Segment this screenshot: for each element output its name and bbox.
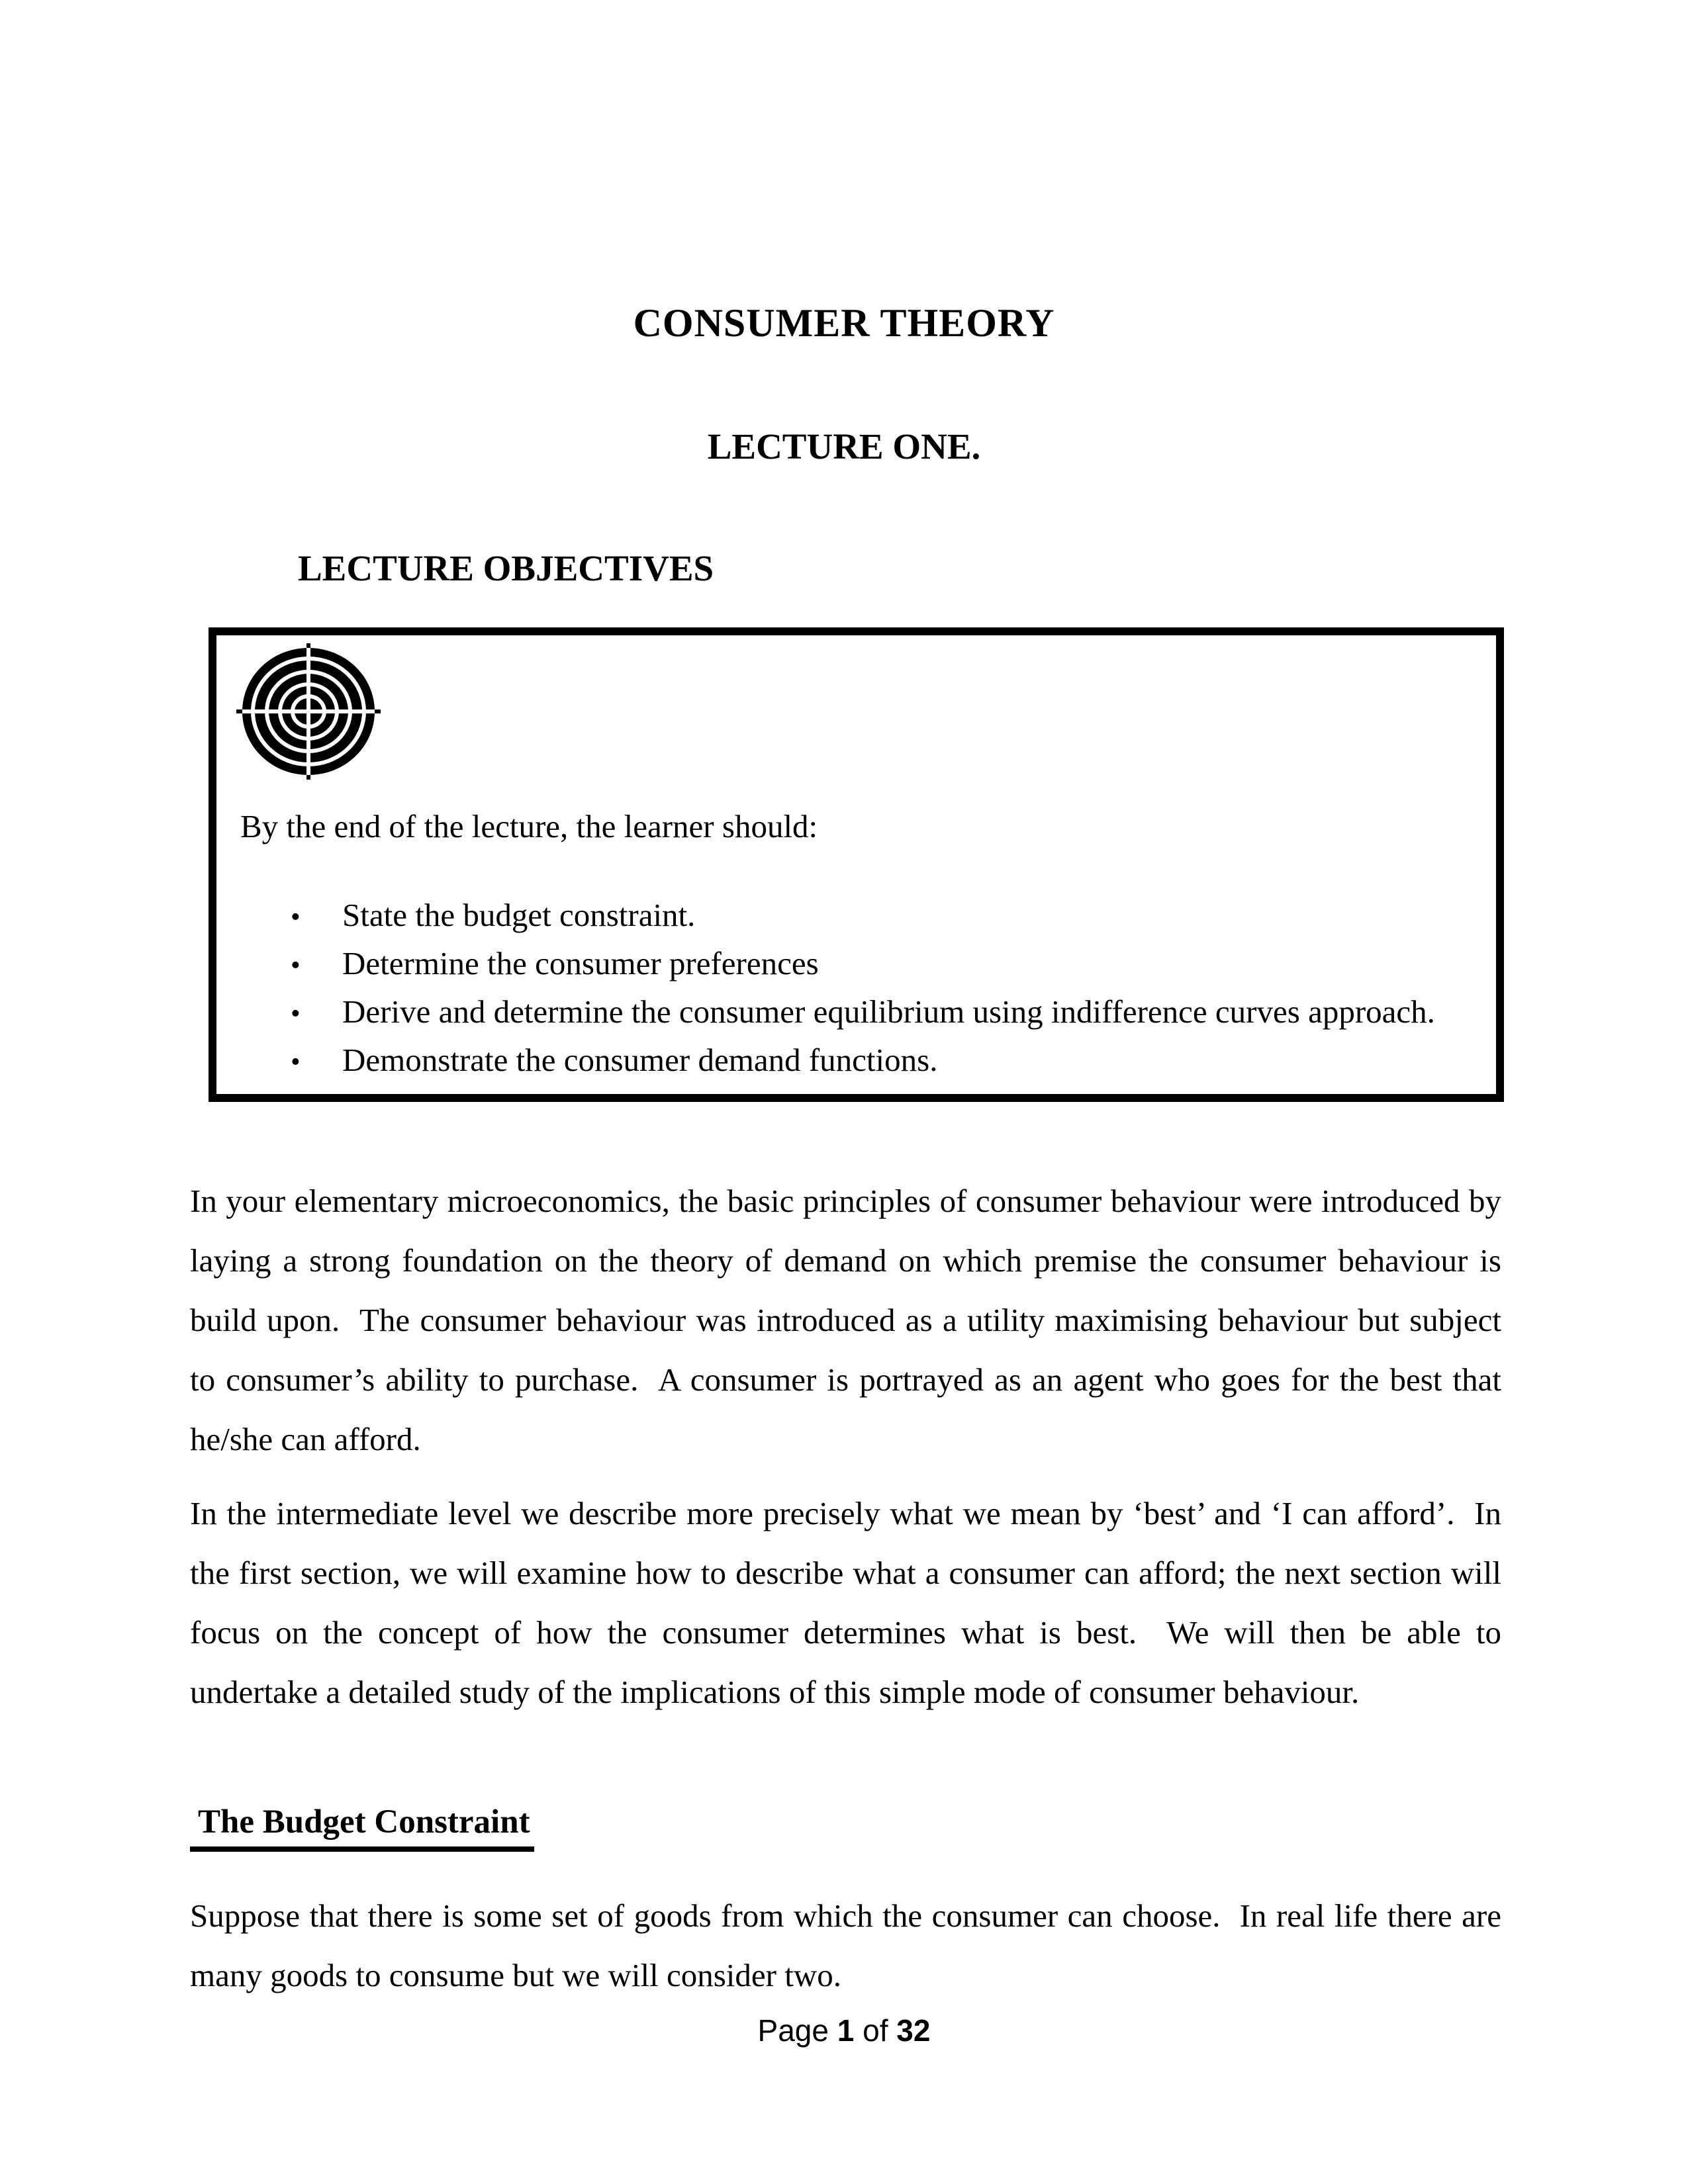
target-bullseye-icon [236, 643, 381, 780]
objectives-list [291, 892, 1476, 1085]
footer-of-label: of [863, 2013, 888, 2048]
list-item [291, 989, 1476, 1037]
footer-page-label: Page [757, 2013, 829, 2048]
objectives-intro: By the end of the lecture, the learner should: [240, 808, 818, 844]
page-number-footer [0, 2012, 1688, 2049]
bullet-icon: • [291, 950, 301, 981]
page-title: CONSUMER THEORY [633, 301, 1055, 345]
objective-text: Derive and determine the consumer equilibrium using indifference curves approach. [342, 993, 1435, 1030]
objective-text: Determine the consumer preferences [342, 945, 819, 981]
bullet-icon: • [291, 902, 301, 933]
paragraph-goods-set: Suppose that there is some set of goods from which the consumer can choose. In real life there are many goods to consume but we will consider two. [190, 1897, 1510, 1993]
bullet-icon: • [291, 999, 301, 1029]
bullet-icon: • [291, 1047, 301, 1077]
list-item [291, 940, 1476, 989]
lecture-objectives-heading: LECTURE OBJECTIVES [298, 548, 714, 588]
objectives-box [209, 627, 1504, 1102]
paragraph-intro-microeconomics: In your elementary microeconomics, the basic principles of consumer behaviour were introduced by laying a strong foundation on the theory of demand on which premise the consumer behaviour is build upon. The consumer behaviour was introduced as a utility maximising behaviour but subject to consumer’s ability to purchase. A consumer is portrayed as an agent who goes for the best that he/she can afford. [190, 1183, 1510, 1457]
list-item [291, 1037, 1476, 1085]
footer-page-number: 1 [837, 2013, 855, 2048]
paragraph-intermediate-level: In the intermediate level we describe more precisely what we mean by ‘best’ and ‘I can afford’. In the first section, we will examine how to describe what a consumer can afford; the next section will focus on the concept of how the consumer determines what is best. We will then be able to undertake a detailed study of the implications of this simple mode of consumer behaviour. [190, 1495, 1510, 1710]
objective-text: Demonstrate the consumer demand functions. [342, 1042, 938, 1078]
list-item [291, 892, 1476, 940]
footer-total-pages: 32 [896, 2013, 931, 2048]
objective-text: State the budget constraint. [342, 897, 696, 933]
budget-constraint-heading: The Budget Constraint [190, 1801, 534, 1852]
lecture-subtitle: LECTURE ONE. [707, 426, 981, 467]
